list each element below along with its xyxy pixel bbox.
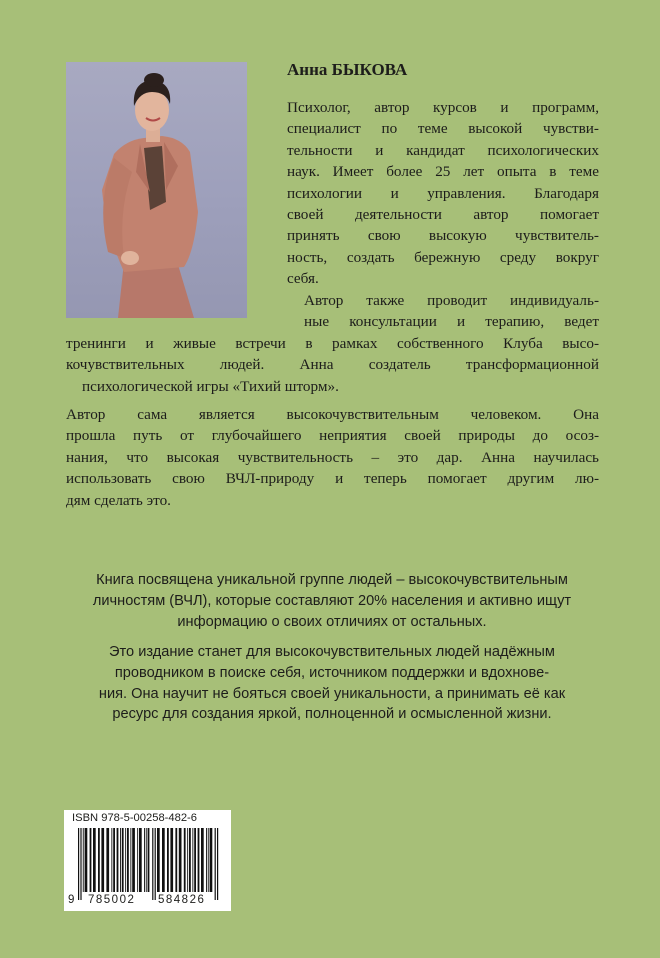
annotation-line: проводником в поиске себя, источником поддержки и вдохнове- (114, 664, 550, 681)
barcode-bar (127, 828, 129, 892)
bio-line: своей деятельности автор помогает (287, 206, 599, 224)
author-photo (66, 62, 247, 318)
author-portrait-illustration (66, 62, 247, 318)
bio-line: себя. (287, 270, 319, 288)
bio-line: кочувствительных людей. Анна создатель трансформационной (66, 356, 599, 374)
barcode-bar (201, 828, 204, 892)
barcode-bar (198, 828, 200, 892)
annotation-line: Книга посвящена уникальной группе людей – высокочувствительным (96, 572, 568, 588)
bio-line: ность, создать бережную среду вокруг (287, 248, 599, 266)
barcode-bar (148, 828, 150, 892)
author-bio-paragraph-3 (66, 404, 599, 511)
barcode-bar (217, 828, 218, 900)
book-annotation-paragraph-1 (66, 570, 598, 632)
barcode-bar (170, 828, 173, 892)
barcode-bar (210, 828, 213, 892)
barcode-bar (162, 828, 165, 892)
barcode-bar (155, 828, 156, 900)
bio-line: дям сделать это. (66, 491, 171, 509)
barcode-bar (120, 828, 121, 892)
barcode-bar (184, 828, 186, 892)
barcode-bar (192, 828, 193, 892)
barcode-bar (179, 828, 182, 892)
annotation-line: личностям (ВЧЛ), которые составляют 20% населения и активно ищут (92, 592, 572, 609)
book-annotation-paragraph-2 (66, 642, 598, 725)
bio-line: Психолог, автор курсов и программ, (287, 99, 599, 116)
barcode-bar (194, 828, 196, 892)
barcode-digit-first: 9 (68, 894, 75, 906)
bio-line: прошла путь от глубочайшего неприятия своей природы до осоз- (66, 427, 599, 445)
barcode-bar (106, 828, 109, 892)
author-bio-paragraph-2-start (304, 290, 599, 333)
barcode-bar (167, 828, 169, 892)
bio-line: использовать свою ВЧЛ-природу и теперь помогает другим лю- (66, 470, 599, 488)
bio-line: принять свою высокую чувствитель- (287, 227, 599, 245)
bio-line: ные консультации и терапию, ведет (304, 313, 599, 331)
barcode-bar (93, 828, 96, 892)
bio-line: психологии и управления. Благодаря (287, 184, 599, 202)
barcode-bar (85, 828, 88, 892)
barcode-bar (113, 828, 115, 892)
barcode-bar (208, 828, 209, 892)
annotation-line: информацию о своих отличиях от остальных. (177, 613, 487, 630)
annotation-line: ресурс для создания яркой, полноценной и осмысленной жизни. (112, 706, 552, 723)
annotation-line: ния. Она научит не бояться своей уникальности, а принимать её как (98, 685, 566, 702)
barcode-bar (137, 828, 138, 892)
barcode-bar (215, 828, 216, 900)
barcode-bar (125, 828, 126, 892)
bio-line: психологической игры «Тихий шторм». (82, 377, 339, 395)
barcode-bar (189, 828, 191, 892)
barcode-digit-group-2: 584826 (158, 894, 206, 906)
barcode-bar (83, 828, 84, 892)
barcode-digit-group-1: 785002 (88, 894, 136, 906)
barcode-bar (90, 828, 92, 892)
author-name: Анна БЫКОВА (287, 60, 408, 79)
barcode-bar (206, 828, 207, 892)
barcode-bar (139, 828, 142, 892)
barcode-bar (98, 828, 100, 892)
isbn-label: ISBN 978-5-00258-482-6 (72, 812, 198, 824)
bio-line: Автор также проводит индивидуаль- (304, 292, 599, 309)
annotation-line: Это издание станет для высокочувствительных людей надёжным (109, 644, 555, 660)
barcode-bar (152, 828, 153, 900)
barcode-bar (111, 828, 112, 892)
bio-line: Автор сама является высокочувствительным человеком. Она (66, 406, 599, 423)
barcode-bar (80, 828, 81, 900)
barcode-bar (122, 828, 124, 892)
barcode-bar (130, 828, 131, 892)
barcode-bar (144, 828, 145, 892)
barcode-bar (157, 828, 160, 892)
barcode-bar (117, 828, 119, 892)
barcode-bar (146, 828, 147, 892)
author-bio-paragraph-2-end (66, 333, 599, 397)
bio-line: специалист по теме высокой чувстви- (287, 120, 599, 138)
barcode-bar (187, 828, 188, 892)
barcode-bar (101, 828, 104, 892)
bio-line: тельности и кандидат психологических (287, 141, 599, 159)
isbn-barcode (64, 810, 231, 911)
barcode-bar (132, 828, 135, 892)
bio-line: нания, что высокая чувствительность – это дар. Анна научилась (66, 448, 599, 466)
barcode-bar (175, 828, 177, 892)
author-bio-paragraph-1 (287, 97, 599, 290)
bio-line: наук. Имеет более 25 лет опыта в теме (287, 163, 599, 181)
bio-line: тренинги и живые встречи в рамках собственного Клуба высо- (66, 335, 599, 352)
barcode-bar (78, 828, 79, 900)
